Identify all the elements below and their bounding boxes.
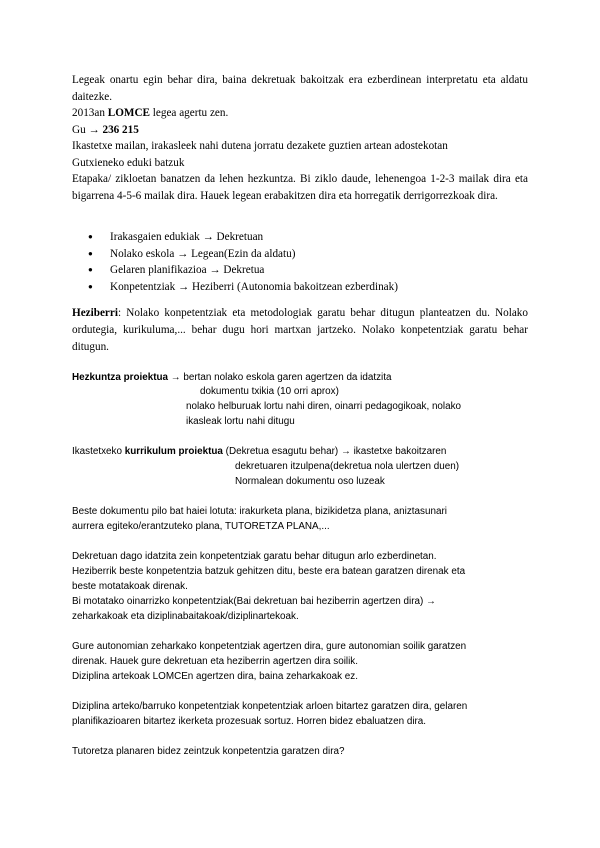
kurrikulum-line-2: dekretuaren itzulpena(dekretua nola ulertzen duen) xyxy=(235,461,459,472)
kurrikulum-text-1: (Dekretua esagutu behar) → ikastetxe bakoitzaren xyxy=(222,446,447,457)
kurrikulum-line-3: Normalean dokumentu oso luzeak xyxy=(235,476,385,487)
dekretuan-line-5: zeharkakoak eta diziplinabaitakoak/diziplinartekoak. xyxy=(72,611,299,622)
kurrikulum-bold: kurrikulum proiektua xyxy=(124,446,223,457)
heziberri-text: : Nolako konpetentziak eta metodologiak garatu behar ditugun planteatzen du. Nolako ordutegia, kurikuluma,... behar dugu hori martxan jartzeko. Nolako konpetentziak garatu behar ditugun. xyxy=(72,307,528,353)
lomce-prefix: 2013an xyxy=(72,107,108,119)
heziberri-bold: Heziberri xyxy=(72,307,118,319)
hezkuntza-line-1 xyxy=(72,370,391,385)
diziplina-line-2: planifikazioaren bitartez ikerketa prozesuak sortuz. Horren bidez ebaluatzen dira. xyxy=(72,716,427,727)
list-item: ● Nolako eskola → Legean(Ezin da aldatu) xyxy=(72,246,398,263)
gu-prefix: Gu → xyxy=(72,124,103,136)
dekretuan-line-2: Heziberrik beste konpetentzia batzuk gehitzen ditu, beste era batean garatzen direnak eta xyxy=(72,566,466,577)
intro-etapak-paragraph: Etapaka/ zikloetan banatzen da lehen hezkuntza. Bi ziklo daude, lehenengoa 1-2-3 mailak dira eta bigarrena 4-5-6 mailak dira. Hauek legean erabakitzen dira eta horregatik derrigorrezkoak dira. xyxy=(72,173,528,202)
intro-ikastetxe-line: Ikastetxe mailan, irakasleek nahi dutena jorratu dezakete guztien artean adostekotan xyxy=(72,140,448,152)
intro-gu-line xyxy=(72,122,528,139)
kurrikulum-line-1 xyxy=(72,444,446,459)
bullet-list xyxy=(72,229,398,295)
intro-paragraph-laws: Legeak onartu egin behar dira, baina dekretuak bakoitzak era ezberdinean interpretatu eta aldatu daitezke. xyxy=(72,74,528,103)
beste-line-2: aurrera egiteko/erantzuteko plana, TUTORETZA PLANA,... xyxy=(72,521,330,532)
hezkuntza-line-3: nolako helburuak lortu nahi diren, oinarri pedagogikoak, nolako xyxy=(186,401,462,412)
gure-line-1: Gure autonomian zeharkako konpetentziak agertzen dira, gure autonomian soilik garatzen xyxy=(72,641,467,652)
gure-line-2: direnak. Hauek gure dekretuan eta heziberrin agertzen dira soilik. xyxy=(72,656,358,667)
gu-bold: 236 215 xyxy=(102,124,139,136)
dekretuan-line-4: Bi motatako oinarrizko konpetentziak(Bai dekretuan bai heziberrin agertzen dira) → xyxy=(72,596,436,607)
beste-line-1: Beste dokumentu pilo bat haiei lotuta: irakurketa plana, bizikidetza plana, aniztasunari xyxy=(72,506,447,517)
list-item: ● Konpetentziak → Heziberri (Autonomia bakoitzean ezberdinak) xyxy=(72,279,398,296)
diziplina-line-1: Diziplina arteko/barruko konpetentziak konpetentziak arloen bitartez garatzen dira, gelaren xyxy=(72,701,468,712)
tutoretza-question: Tutoretza planaren bidez zeintzuk konpetentzia garatzen dira? xyxy=(72,746,345,757)
dekretuan-line-1: Dekretuan dago idatzita zein konpetentziak garatu behar ditugun arlo ezberdinetan. xyxy=(72,551,437,562)
hezkuntza-line-2: dokumentu txikia (10 orri aprox) xyxy=(200,386,339,397)
hezkuntza-line-4: ikasleak lortu nahi ditugu xyxy=(186,416,295,427)
hezkuntza-bold: Hezkuntza proiektua xyxy=(72,372,169,383)
list-item: ● Gelaren planifikazioa → Dekretua xyxy=(72,262,398,279)
kurrikulum-prefix: Ikastetxeko xyxy=(72,446,125,457)
heziberri-paragraph xyxy=(72,305,528,356)
dekretuan-line-3: beste motatakoak direnak. xyxy=(72,581,188,592)
list-item: ● Irakasgaien edukiak → Dekretuan xyxy=(72,229,398,246)
hezkuntza-text-1: → bertan nolako eskola garen agertzen da idatzita xyxy=(168,372,392,383)
lomce-suffix: legea agertu zen. xyxy=(150,107,229,119)
lomce-bold: LOMCE xyxy=(107,107,150,119)
intro-gutxieneko-line: Gutxieneko eduki batzuk xyxy=(72,157,185,169)
intro-lomce-line xyxy=(72,105,528,122)
gure-line-3: Diziplina artekoak LOMCEn agertzen dira, baina zeharkakoak ez. xyxy=(72,671,358,682)
